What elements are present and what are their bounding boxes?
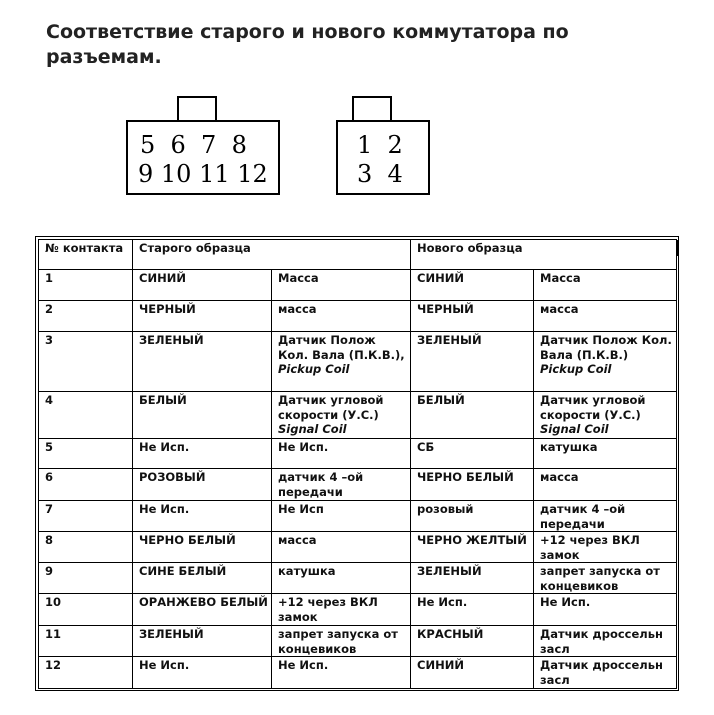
pin-number-cell-text: 2: [45, 302, 54, 316]
old-function-cell-english-term: Pickup Coil: [278, 362, 350, 376]
pin-number-cell-text: 8: [45, 533, 54, 547]
old-wire-color-cell-text: СИНИЙ: [139, 271, 186, 285]
new-wire-color-cell: [411, 594, 534, 626]
header-pin-number: № контакта: [39, 240, 133, 270]
new-function-cell-english-term: Pickup Coil: [540, 362, 612, 376]
new-function-cell-text: масса: [540, 302, 579, 316]
table-row: [39, 439, 677, 469]
right-connector-latch: [352, 96, 392, 122]
new-function-cell-text: Датчик дроссельн засл: [540, 627, 663, 656]
new-function-cell: [534, 532, 677, 563]
new-function-cell-text: Датчик дроссельн засл: [540, 658, 663, 687]
table-row: [39, 301, 677, 332]
table-row: [39, 657, 677, 689]
new-function-cell-text: Масса: [540, 271, 581, 285]
new-wire-color-cell: [411, 469, 534, 501]
pin-correspondence-table: [38, 239, 677, 689]
old-function-cell-text: Датчик угловой скорости (У.С.): [278, 393, 384, 422]
old-wire-color-cell: [133, 563, 272, 594]
new-wire-color-cell-text: ЧЕРНО БЕЛЫЙ: [417, 470, 514, 484]
new-wire-color-cell: [411, 301, 534, 332]
new-function-cell-text: катушка: [540, 440, 598, 454]
old-wire-color-cell-text: ЧЕРНЫЙ: [139, 302, 196, 316]
old-function-cell: [272, 301, 411, 332]
old-function-cell-text: Не Исп.: [278, 440, 329, 454]
right-connector-diagram: [336, 120, 430, 195]
old-function-cell: [272, 439, 411, 469]
table-row: [39, 563, 677, 594]
pin-number-cell-text: 5: [45, 440, 54, 454]
old-wire-color-cell: [133, 439, 272, 469]
new-function-cell-text: Датчик угловой скорости (У.С.): [540, 393, 646, 422]
table-row: [39, 392, 677, 439]
pin-number-cell: [39, 594, 133, 626]
table-header-row: [39, 240, 677, 270]
new-wire-color-cell: [411, 270, 534, 301]
old-wire-color-cell-text: РОЗОВЫЙ: [139, 470, 206, 484]
new-function-cell: [534, 501, 677, 532]
old-wire-color-cell: [133, 501, 272, 532]
new-function-cell-english-term: Signal Coil: [540, 422, 609, 436]
pin-number-cell: [39, 657, 133, 689]
new-function-cell: [534, 594, 677, 626]
pin-number-cell: [39, 469, 133, 501]
new-wire-color-cell-text: СБ: [417, 440, 435, 454]
new-wire-color-cell-text: БЕЛЫЙ: [417, 393, 465, 407]
old-function-cell: [272, 532, 411, 563]
old-wire-color-cell: [133, 626, 272, 657]
right-connector-pins-top: 1 2: [357, 131, 403, 159]
old-function-cell: [272, 626, 411, 657]
pin-number-cell: [39, 270, 133, 301]
pin-number-cell-text: 11: [45, 627, 62, 641]
pin-number-cell: [39, 563, 133, 594]
old-function-cell-text: масса: [278, 533, 317, 547]
old-function-cell-text: масса: [278, 302, 317, 316]
old-function-cell-text: датчик 4 –ой передачи: [278, 470, 364, 499]
new-wire-color-cell: [411, 332, 534, 392]
new-wire-color-cell-text: КРАСНЫЙ: [417, 627, 484, 641]
pin-number-cell-text: 6: [45, 470, 54, 484]
new-function-cell-text: +12 через ВКЛ замок: [540, 533, 640, 562]
new-function-cell: [534, 439, 677, 469]
left-connector-latch: [177, 96, 217, 122]
page-title: Соответствие старого и нового коммутатора по разъемам.: [46, 21, 569, 68]
table-row: [39, 332, 677, 392]
old-wire-color-cell: [133, 532, 272, 563]
old-wire-color-cell: [133, 469, 272, 501]
left-connector-diagram: [126, 120, 280, 195]
old-wire-color-cell-text: Не Исп.: [139, 502, 190, 516]
old-wire-color-cell-text: Не Исп.: [139, 658, 190, 672]
new-wire-color-cell-text: СИНИЙ: [417, 658, 464, 672]
new-wire-color-cell: [411, 439, 534, 469]
pin-number-cell-text: 4: [45, 393, 54, 407]
new-function-cell-text: Не Исп.: [540, 595, 591, 609]
new-function-cell: [534, 657, 677, 689]
new-wire-color-cell: [411, 501, 534, 532]
new-function-cell: [534, 270, 677, 301]
new-wire-color-cell-text: ЗЕЛЕНЫЙ: [417, 333, 482, 347]
table-row: [39, 626, 677, 657]
new-function-cell-text: Датчик Полож Кол. Вала (П.К.В.): [540, 333, 672, 362]
pin-number-cell: [39, 332, 133, 392]
left-connector-pins-top: 5 6 7 8: [140, 131, 247, 159]
old-wire-color-cell-text: СИНЕ БЕЛЫЙ: [139, 564, 227, 578]
old-function-cell: [272, 392, 411, 439]
pin-number-cell-text: 3: [45, 333, 54, 347]
new-wire-color-cell-text: розовый: [417, 502, 474, 516]
new-wire-color-cell: [411, 626, 534, 657]
table-row: [39, 270, 677, 301]
pin-number-cell: [39, 392, 133, 439]
old-function-cell-text: Не Исп.: [278, 658, 329, 672]
new-wire-color-cell-text: ЗЕЛЕНЫЙ: [417, 564, 482, 578]
pin-number-cell: [39, 532, 133, 563]
new-function-cell-text: масса: [540, 470, 579, 484]
old-function-cell-text: Не Исп: [278, 502, 324, 516]
new-wire-color-cell-text: Не Исп.: [417, 595, 468, 609]
old-function-cell-text: Датчик Полож Кол. Вала (П.К.В.),: [278, 333, 405, 362]
new-function-cell: [534, 563, 677, 594]
old-wire-color-cell: [133, 392, 272, 439]
pin-number-cell-text: 1: [45, 271, 54, 285]
old-function-cell: [272, 469, 411, 501]
new-function-cell-text: датчик 4 –ой передачи: [540, 502, 626, 531]
new-function-cell: [534, 332, 677, 392]
old-wire-color-cell: [133, 594, 272, 626]
old-wire-color-cell-text: Не Исп.: [139, 440, 190, 454]
old-wire-color-cell-text: БЕЛЫЙ: [139, 393, 187, 407]
old-wire-color-cell: [133, 657, 272, 689]
left-connector-pins-bottom: 9 10 11 12: [138, 160, 268, 188]
new-function-cell: [534, 301, 677, 332]
table-row: [39, 501, 677, 532]
pin-number-cell: [39, 301, 133, 332]
old-wire-color-cell: [133, 270, 272, 301]
new-wire-color-cell: [411, 657, 534, 689]
table-row: [39, 594, 677, 626]
new-function-cell: [534, 392, 677, 439]
right-connector-pins-bottom: 3 4: [357, 160, 403, 188]
old-function-cell: [272, 332, 411, 392]
old-function-cell-text: +12 через ВКЛ замок: [278, 595, 378, 624]
header-old-type: Старого образца: [133, 240, 411, 270]
old-function-cell-english-term: Signal Coil: [278, 422, 347, 436]
old-function-cell-text: запрет запуска от концевиков: [278, 627, 398, 656]
old-function-cell-text: Масса: [278, 271, 319, 285]
old-wire-color-cell: [133, 332, 272, 392]
old-function-cell: [272, 563, 411, 594]
old-wire-color-cell-text: ЗЕЛЕНЫЙ: [139, 333, 204, 347]
pin-number-cell: [39, 439, 133, 469]
new-wire-color-cell: [411, 532, 534, 563]
old-function-cell-text: катушка: [278, 564, 336, 578]
table-row: [39, 469, 677, 501]
new-function-cell: [534, 626, 677, 657]
new-wire-color-cell-text: СИНИЙ: [417, 271, 464, 285]
new-wire-color-cell-text: ЧЕРНЫЙ: [417, 302, 474, 316]
old-wire-color-cell: [133, 301, 272, 332]
new-function-cell-text: запрет запуска от концевиков: [540, 564, 660, 593]
header-new-type: Нового образца: [411, 240, 677, 270]
pin-number-cell-text: 9: [45, 564, 54, 578]
pin-number-cell-text: 12: [45, 658, 62, 672]
pin-number-cell: [39, 626, 133, 657]
old-wire-color-cell-text: ЧЕРНО БЕЛЫЙ: [139, 533, 236, 547]
old-wire-color-cell-text: ОРАНЖЕВО БЕЛЫЙ: [139, 595, 268, 609]
old-function-cell: [272, 270, 411, 301]
pin-number-cell-text: 7: [45, 502, 54, 516]
old-function-cell: [272, 594, 411, 626]
new-wire-color-cell: [411, 563, 534, 594]
pin-number-cell-text: 10: [45, 595, 62, 609]
new-wire-color-cell-text: ЧЕРНО ЖЕЛТЫЙ: [417, 533, 527, 547]
pin-number-cell: [39, 501, 133, 532]
old-function-cell: [272, 657, 411, 689]
table-row: [39, 532, 677, 563]
new-function-cell: [534, 469, 677, 501]
old-wire-color-cell-text: ЗЕЛЕНЫЙ: [139, 627, 204, 641]
new-wire-color-cell: [411, 392, 534, 439]
old-function-cell: [272, 501, 411, 532]
